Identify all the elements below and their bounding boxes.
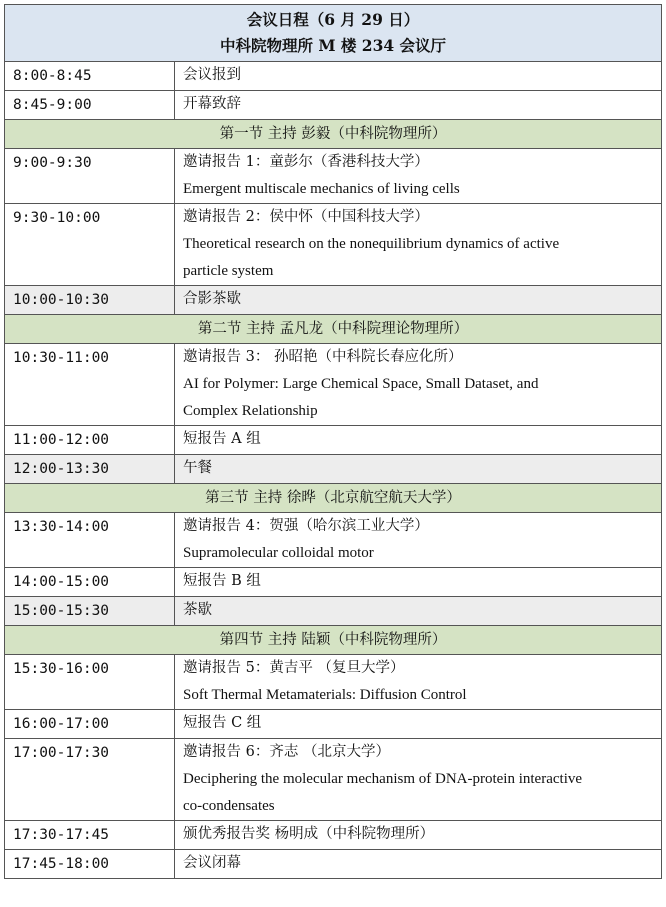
header-cell [5,5,662,62]
event-title: 邀请报告 4：贺强（哈尔滨工业大学） [183,518,429,534]
event-title: 邀请报告 6：齐志 （北京大学） [183,744,390,760]
event-title: 邀请报告 1：童彭尔（香港科技大学） [183,154,429,170]
event-cell [175,655,662,710]
talk-title-line: co-condensates [183,798,275,814]
schedule-row [5,597,662,626]
schedule-row [5,426,662,455]
event-cell [175,426,662,455]
section-header-row [5,484,662,513]
schedule-row [5,344,662,426]
talk-title-line: Deciphering the molecular mechanism of DNA-protein interactive [183,771,583,787]
event-title: 邀请报告 3： 孙昭艳（中科院长春应化所） [183,349,463,365]
event-cell [175,344,662,426]
time-slot: 12:00-13:30 [5,455,175,484]
time-slot: 17:30-17:45 [5,821,175,850]
section-header-row [5,120,662,149]
time-slot: 17:45-18:00 [5,850,175,879]
event-title: 合影茶歇 [183,291,241,307]
talk-title-line: Soft Thermal Metamaterials: Diffusion Control [183,687,467,703]
header-row [5,5,662,62]
talk-title-line: Complex Relationship [183,403,318,419]
event-cell [175,62,662,91]
event-cell [175,568,662,597]
time-slot: 15:30-16:00 [5,655,175,710]
event-title: 茶歇 [183,602,212,618]
time-slot: 8:00-8:45 [5,62,175,91]
schedule-row [5,91,662,120]
time-slot: 9:30-10:00 [5,204,175,286]
schedule-row [5,455,662,484]
time-slot: 15:00-15:30 [5,597,175,626]
schedule-row [5,204,662,286]
time-slot: 8:45-9:00 [5,91,175,120]
talk-title-line: Emergent multiscale mechanics of living cells [183,181,460,197]
schedule-row [5,513,662,568]
event-title: 开幕致辞 [183,96,241,112]
schedule-table [4,4,662,879]
time-slot: 10:30-11:00 [5,344,175,426]
section-title: 第一节 主持 彭毅（中科院物理所） [5,120,662,149]
schedule-row [5,149,662,204]
schedule-row [5,739,662,821]
section-title: 第二节 主持 孟凡龙（中科院理论物理所） [5,315,662,344]
talk-title-line: AI for Polymer: Large Chemical Space, Small Dataset, and [183,376,539,392]
time-slot: 10:00-10:30 [5,286,175,315]
event-title: 短报告 B 组 [183,573,261,589]
event-cell [175,204,662,286]
talk-title-line: Supramolecular colloidal motor [183,545,374,561]
section-title: 第三节 主持 徐晔（北京航空航天大学） [5,484,662,513]
time-slot: 9:00-9:30 [5,149,175,204]
schedule-row [5,568,662,597]
event-title: 短报告 A 组 [183,431,261,447]
section-header-row [5,626,662,655]
event-cell [175,710,662,739]
event-cell [175,739,662,821]
event-cell [175,850,662,879]
talk-title-line: Theoretical research on the nonequilibrium dynamics of active [183,236,560,252]
event-cell [175,597,662,626]
schedule-row [5,62,662,91]
schedule-row [5,850,662,879]
event-title: 短报告 C 组 [183,715,262,731]
section-header-row [5,315,662,344]
event-cell [175,821,662,850]
schedule-row [5,710,662,739]
schedule-row [5,821,662,850]
event-title: 会议报到 [183,67,241,83]
talk-title-line: particle system [183,263,274,279]
schedule-row [5,655,662,710]
time-slot: 11:00-12:00 [5,426,175,455]
section-title: 第四节 主持 陆颖（中科院物理所） [5,626,662,655]
time-slot: 17:00-17:30 [5,739,175,821]
page-title: 会议日程（6 月 29 日） [246,10,420,29]
event-title: 颁优秀报告奖 杨明成（中科院物理所） [183,826,435,842]
event-cell [175,513,662,568]
time-slot: 16:00-17:00 [5,710,175,739]
event-title: 会议闭幕 [183,855,241,871]
event-cell [175,149,662,204]
event-cell [175,455,662,484]
time-slot: 13:30-14:00 [5,513,175,568]
event-title: 午餐 [183,460,212,476]
event-title: 邀请报告 5：黄吉平 （复旦大学） [183,660,405,676]
event-title: 邀请报告 2：侯中怀（中国科技大学） [183,209,429,225]
event-cell [175,286,662,315]
event-cell [175,91,662,120]
venue-label: 中科院物理所 M 楼 234 会议厅 [219,36,447,55]
schedule-row [5,286,662,315]
time-slot: 14:00-15:00 [5,568,175,597]
